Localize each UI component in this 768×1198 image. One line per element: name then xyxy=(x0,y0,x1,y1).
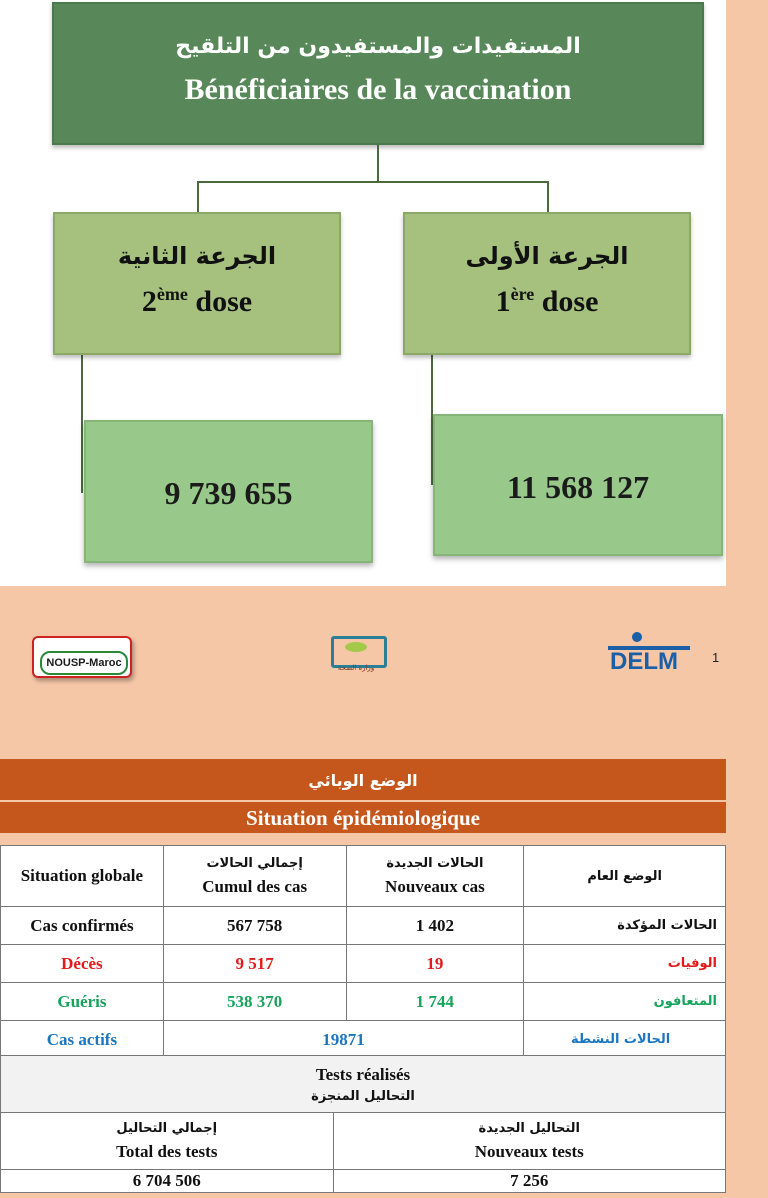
tests-title-row xyxy=(1,1056,726,1113)
row-label-fr: Guéris xyxy=(1,983,164,1021)
table-row xyxy=(1,945,726,983)
page-number: 1 xyxy=(712,650,720,665)
row-label-ar: الحالات المؤكدة xyxy=(524,907,726,945)
epi-title-box xyxy=(0,759,726,833)
tests-title: Tests réalisés التحاليل المنجزة xyxy=(1,1056,726,1113)
ministry-logo xyxy=(325,632,387,688)
connector-line xyxy=(197,181,549,183)
vaccination-title-fr: Bénéficiaires de la vaccination xyxy=(184,73,572,106)
connector-line xyxy=(197,181,199,213)
connector-line xyxy=(377,145,379,182)
row-new: 19 xyxy=(346,945,524,983)
nousp-logo xyxy=(32,636,132,678)
delm-logo-text: DELM xyxy=(610,648,678,675)
connector-line xyxy=(547,181,549,213)
dose2-box xyxy=(53,212,341,355)
header-cumul: إجمالي الحالات Cumul des cas xyxy=(163,846,346,907)
dose2-label-ar: الجرعة الثانية xyxy=(117,242,277,270)
header-global-ar: الوضع العام xyxy=(524,846,726,907)
epi-title-divider xyxy=(0,800,726,802)
dose2-label-fr: 2ème dose xyxy=(141,284,253,318)
tests-new-value: 7 256 xyxy=(333,1170,725,1193)
row-cumul: 538 370 xyxy=(163,983,346,1021)
vaccination-title-ar: المستفيدات والمستفيدون من التلقيح xyxy=(175,34,581,59)
connector-line xyxy=(81,355,83,493)
row-new: 1 744 xyxy=(346,983,524,1021)
table-row xyxy=(1,907,726,945)
row-label-fr: Décès xyxy=(1,945,164,983)
tests-header-row xyxy=(1,1113,726,1170)
vaccination-title-box xyxy=(52,2,704,145)
ministry-emblem-dot xyxy=(345,642,367,652)
nousp-logo-text: NOUSP-Maroc xyxy=(40,651,128,675)
tests-total-value: 6 704 506 xyxy=(1,1170,334,1193)
row-new: 1 402 xyxy=(346,907,524,945)
table-row-active xyxy=(1,1021,726,1059)
active-label-fr: Cas actifs xyxy=(1,1021,164,1059)
row-cumul: 9 517 xyxy=(163,945,346,983)
tests-value-row xyxy=(1,1170,726,1193)
tests-table xyxy=(0,1055,726,1193)
dose1-label-fr: 1ère dose xyxy=(495,284,599,318)
active-label-ar: الحالات النشطة xyxy=(524,1021,726,1059)
active-value: 19871 xyxy=(163,1021,523,1059)
dose1-label-ar: الجرعة الأولى xyxy=(465,242,629,270)
table-row xyxy=(1,983,726,1021)
epi-table xyxy=(0,845,726,1059)
dose2-count: 9 739 655 xyxy=(84,420,373,563)
tests-new-header: التحاليل الجديدة Nouveaux tests xyxy=(333,1113,725,1170)
dose1-count: 11 568 127 xyxy=(433,414,723,556)
tests-total-header: إجمالي التحاليل Total des tests xyxy=(1,1113,334,1170)
header-new: الحالات الجديدة Nouveaux cas xyxy=(346,846,524,907)
row-label-ar: الوفيات xyxy=(524,945,726,983)
table-header-row xyxy=(1,846,726,907)
row-label-fr: Cas confirmés xyxy=(1,907,164,945)
row-label-ar: المتعافون xyxy=(524,983,726,1021)
header-global-fr: Situation globale xyxy=(1,846,164,907)
epi-title-ar: الوضع الوبائي xyxy=(308,771,418,790)
delm-logo xyxy=(608,630,690,686)
row-cumul: 567 758 xyxy=(163,907,346,945)
ministry-logo-text: وزارة الصحة xyxy=(337,664,375,672)
delm-figure-icon xyxy=(632,632,642,642)
dose1-box xyxy=(403,212,691,355)
epi-title-fr: Situation épidémiologique xyxy=(246,806,480,830)
